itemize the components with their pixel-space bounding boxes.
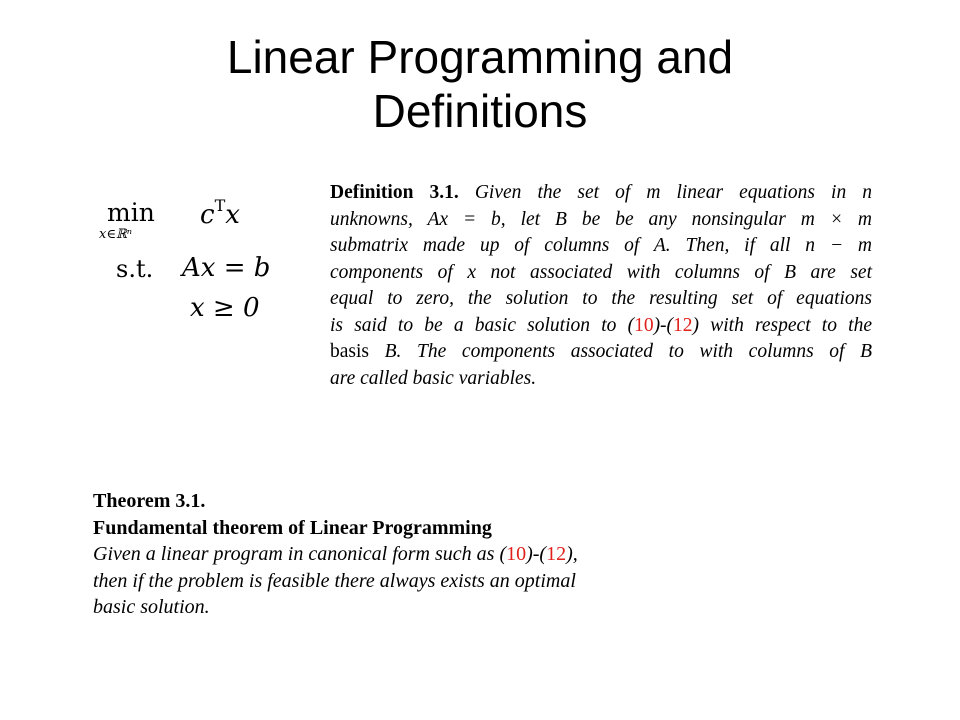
lp-min-subscript: x∈ℝⁿ [99,227,133,242]
equation-ref-start: 10 [634,314,654,336]
slide-title-line1: Linear Programming and [226,31,734,83]
definition-line: submatrix made up of columns of A. Then, if all n − m [330,235,872,256]
theorem-ref-start: 10 [506,543,527,565]
theorem-subheading: Fundamental theorem of Linear Programming [93,516,492,539]
definition-heading: Definition 3.1. [330,182,459,203]
theorem-line: Given a linear program in canonical form such as (10)-(12), [93,543,578,565]
lp-objective-base: c [200,200,215,230]
definition-line: are called basic variables. [330,367,537,389]
lp-constraint-1: Ax = b [182,253,271,283]
lp-objective-var: x [225,200,240,230]
definition-line: components of x not associated with columns of B are set [330,261,872,283]
definition-line: equal to zero, the solution to the resulting set of equations [330,288,872,309]
lp-constraint-2: x ≥ 0 [190,293,260,323]
definition-line-text: Given the set of m linear equations in n [474,182,873,203]
lp-objective [200,196,240,230]
definition-line: is said to be a basic solution to (10)-(12) with respect to the [330,314,872,336]
theorem-line: then if the problem is feasible there always exists an optimal [93,569,576,592]
theorem-line: basic solution. [93,596,210,618]
definition-line: unknowns, Ax = b, let B be be any nonsingular m × m [330,208,872,230]
lp-st-label: s.t. [116,255,154,283]
equation-ref-end: 12 [673,314,693,336]
theorem-block [93,488,653,621]
lp-min-label: min [107,198,155,227]
lp-formulation [0,0,300,340]
lp-objective-sup: T [214,196,226,215]
slide-title-line2: Definitions [372,85,588,137]
definition-line: basis B. The components associated to with columns of B [330,341,872,362]
definition-line [330,180,872,207]
theorem-ref-end: 12 [546,543,567,565]
definition-block [330,180,872,392]
theorem-heading: Theorem 3.1. [93,490,206,512]
